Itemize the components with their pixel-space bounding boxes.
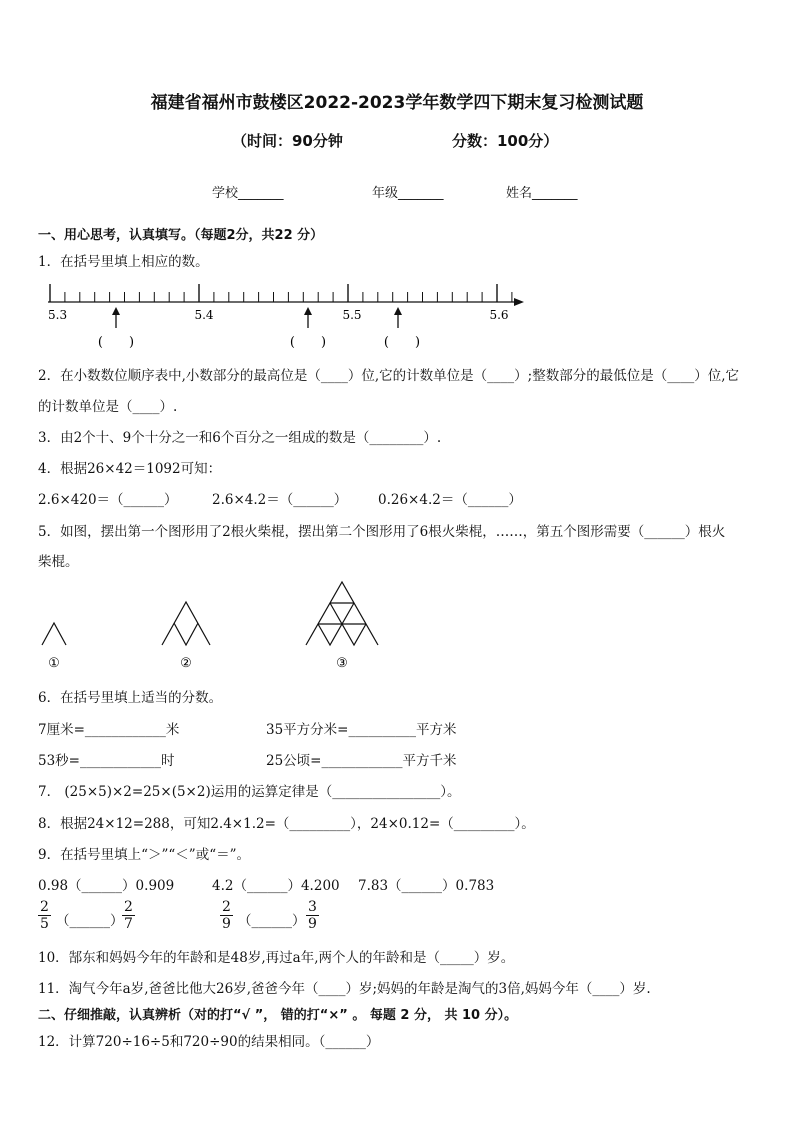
question-5-line-1: 5．如图，摆出第一个图形用了2根火柴棍，摆出第二个图形用了6根火柴棍，……，第五个图形需要（______）根火 xyxy=(38,524,726,540)
question-6-a: 7厘米=____________米 xyxy=(38,722,180,738)
figure-2 xyxy=(162,602,210,645)
question-4-c: 0.26×4.2＝（______） xyxy=(378,492,522,508)
number-line-ticks xyxy=(50,284,512,302)
question-7: 7． (25×5)×2=25×(5×2)运用的运算定律是（________________）。 xyxy=(38,784,461,800)
question-6: 6．在括号里填上适当的分数。 xyxy=(38,690,223,706)
question-11: 11．淘气今年a岁,爸爸比他大26岁,爸爸今年（____）岁;妈妈的年龄是淘气的3倍,妈妈今年（____）岁. xyxy=(38,981,651,997)
section-1-heading: 一、用心思考，认真填写。（每题2分，共22 分） xyxy=(38,228,324,243)
question-9-b: 4.2（______）4.200 xyxy=(212,878,340,894)
fraction-2-9: $\frac{2}{9}$ xyxy=(222,899,231,932)
question-2-line-1: 2．在小数数位顺序表中,小数部分的最高位是（____）位,它的计数单位是（____）;整数部分的最低位是（____）位,它 xyxy=(38,368,740,384)
exam-score: 分数：100分） xyxy=(452,132,559,150)
section-2-heading: 二、仔细推敲，认真辨析（对的打“√ ”， 错的打“×” 。 每题 2 分， 共 10 分）。 xyxy=(38,1008,518,1023)
question-2-line-2: 的计数单位是（____）. xyxy=(38,399,178,415)
question-12: 12．计算720÷16÷5和720÷90的结果相同。（______） xyxy=(38,1034,380,1050)
answer-blank-2: ( ) xyxy=(289,335,327,350)
arrow-1 xyxy=(112,307,120,328)
name-field[interactable]: 姓名_______ xyxy=(506,186,578,201)
page-title: 福建省福州市鼓楼区2022-2023学年数学四下期末复习检测试题 xyxy=(150,93,644,113)
grade-field[interactable]: 年级_______ xyxy=(372,186,444,201)
question-8: 8．根据24×12=288，可知2.4×1.2=（_________），24×0.12=（_________）。 xyxy=(38,816,535,832)
arrow-3 xyxy=(394,307,402,328)
answer-blank-1: ( ) xyxy=(97,335,135,350)
number-line xyxy=(38,280,538,352)
school-field[interactable]: 学校_______ xyxy=(212,186,284,201)
tick-label-5-4: 5.4 xyxy=(194,308,214,322)
figure-3 xyxy=(306,582,378,645)
question-3: 3．由2个十、9个十分之一和6个百分之一组成的数是（________）. xyxy=(38,430,442,446)
question-4-b: 2.6×4.2＝（______） xyxy=(212,492,348,508)
question-1: 1．在括号里填上相应的数。 xyxy=(38,254,209,270)
question-6-c: 53秒=____________时 xyxy=(38,753,175,769)
question-6-d: 25公顷=____________平方千米 xyxy=(266,753,457,769)
tick-label-5-6: 5.6 xyxy=(489,308,509,322)
figure-1 xyxy=(42,623,66,645)
fraction-2-7: $\frac{2}{7}$ xyxy=(124,899,133,932)
fraction-2-5: $\frac{2}{5}$ xyxy=(40,899,49,932)
arrow-2 xyxy=(304,307,312,328)
figure-2-label: ② xyxy=(180,656,192,671)
question-5-line-2: 柴棍。 xyxy=(38,554,79,570)
tick-label-5-5: 5.5 xyxy=(342,308,362,322)
exam-time: （时间：90分钟 xyxy=(232,132,343,150)
question-9-c: 7.83（______）0.783 xyxy=(358,878,495,894)
tick-label-5-3: 5.3 xyxy=(48,308,68,322)
figure-3-label: ③ xyxy=(336,656,348,671)
answer-blank-3: ( ) xyxy=(383,335,421,350)
question-10: 10．郜东和妈妈今年的年龄和是48岁,再过a年,两个人的年龄和是（_____）岁。 xyxy=(38,950,515,966)
fraction-3-9: $\frac{3}{9}$ xyxy=(308,899,317,932)
compare-blank-1: （______） xyxy=(56,913,124,929)
number-line-arrowhead xyxy=(514,298,524,306)
figure-1-label: ① xyxy=(48,656,60,671)
question-4: 4．根据26×42＝1092可知： xyxy=(38,461,222,477)
question-6-b: 35平方分米=__________平方米 xyxy=(266,722,457,738)
question-9: 9．在括号里填上“＞”“＜”或“＝”。 xyxy=(38,847,250,863)
matchstick-figures xyxy=(30,578,410,674)
question-9-a: 0.98（______）0.909 xyxy=(38,878,175,894)
question-4-a: 2.6×420＝（______） xyxy=(38,492,178,508)
compare-blank-2: （______） xyxy=(238,913,306,929)
